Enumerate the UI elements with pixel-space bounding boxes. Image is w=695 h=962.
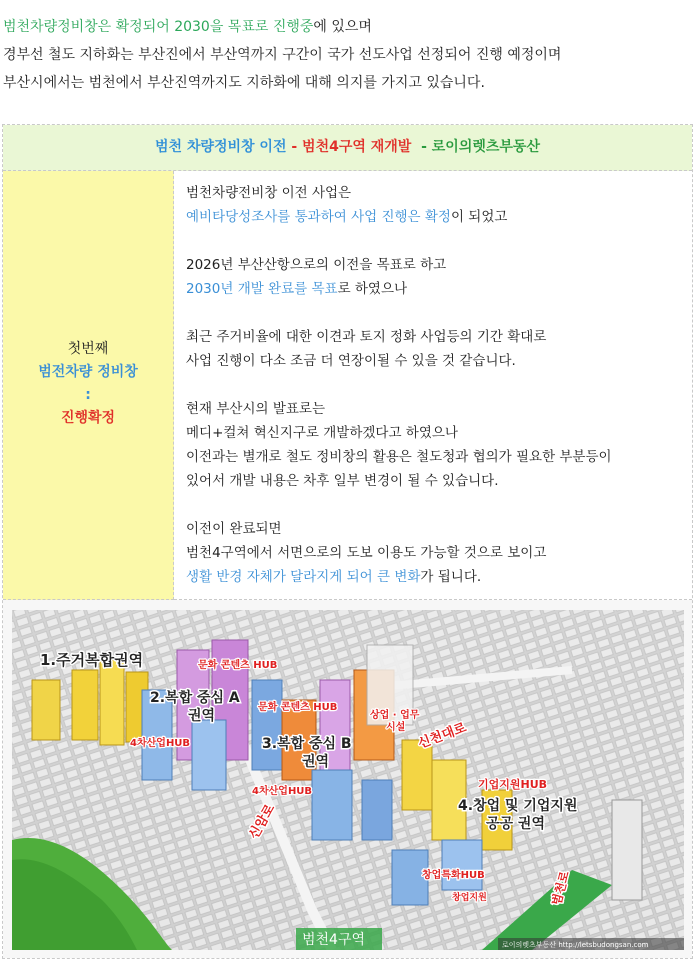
map-label: 창업특화HUB xyxy=(422,870,485,881)
map-label: 4차산업HUB xyxy=(130,738,191,749)
body-text: 로 하였으나 xyxy=(337,281,408,297)
credit-label: 로이의렛츠부동산 http://letsbudongsan.com xyxy=(502,941,649,949)
intro-line-1-rest: 에 있으며 xyxy=(313,19,372,35)
header-part-3: 로이의렛츠부동산 xyxy=(431,139,540,155)
map-label: 권역 xyxy=(302,754,330,770)
body-line xyxy=(186,207,507,227)
map-label: 상업 · 업무 xyxy=(370,710,420,721)
body-line xyxy=(186,279,407,299)
map-label: 4.창업 및 기업지원 xyxy=(458,798,578,814)
body-line: 이전이 완료되면 xyxy=(186,521,282,537)
intro-line-2: 경부선 철도 지하화는 부산진에서 부산역까지 구간이 국가 선도사업 선정되어 진행 예정이며 xyxy=(3,47,562,63)
left-label-status: 진행확정 xyxy=(60,410,116,426)
map-label: 범천로 xyxy=(549,869,572,907)
map-label: 문화 콘텐츠 HUB xyxy=(258,702,338,713)
body-line: 범천차량전비창 이전 사업은 xyxy=(186,185,352,201)
table-header xyxy=(3,125,692,171)
map-label: 1.주거복합권역 xyxy=(40,651,144,669)
redevelopment-map-image xyxy=(12,610,684,950)
body-line: 있어서 개발 내용은 차후 일부 변경이 될 수 있습니다. xyxy=(186,473,499,489)
map-label: 창업지원 xyxy=(452,893,487,903)
intro-line-1 xyxy=(3,13,693,41)
map-label: 2.복합 중심 A xyxy=(150,690,240,706)
map-label: 3.복합 중심 B xyxy=(262,736,352,752)
map-label: 기업지원HUB xyxy=(478,778,548,791)
body-line: 메디+컬쳐 혁신지구로 개발하겠다고 하였으나 xyxy=(186,425,458,441)
header-sep-2: - xyxy=(411,139,432,155)
table-body-cell xyxy=(174,171,692,600)
body-highlight: 생활 반경 자체가 달라지게 되어 큰 변화 xyxy=(186,569,421,585)
left-label-3: : xyxy=(85,387,91,403)
header-part-2: 범천4구역 재개발 xyxy=(302,139,412,155)
district-label: 범천4구역 xyxy=(302,932,366,948)
left-label-1: 첫번째 xyxy=(67,341,109,357)
body-text: 이 되었고 xyxy=(450,209,508,225)
intro-line-3: 부산시에서는 범천에서 부산진역까지도 지하화에 대해 의지를 가지고 있습니다. xyxy=(3,75,485,91)
body-highlight: 2030년 개발 완료를 목표 xyxy=(186,281,338,297)
body-line: 이전과는 별개로 철도 정비창의 활용은 철도청과 협의가 필요한 부분등이 xyxy=(186,449,612,465)
body-highlight: 예비타당성조사를 통과하여 사업 진행은 확정 xyxy=(186,209,451,225)
table-left-cell xyxy=(3,171,174,600)
body-line xyxy=(186,567,481,587)
map-label: 문화 콘텐츠 HUB xyxy=(198,660,278,671)
info-table xyxy=(2,124,693,959)
intro-text xyxy=(3,13,693,97)
body-line: 2026년 부산산항으로의 이전을 목표로 하고 xyxy=(186,257,447,273)
map-label: 공공 권역 xyxy=(486,816,545,832)
body-text: 가 됩니다. xyxy=(420,569,482,585)
map-label: 신암로 xyxy=(246,801,279,842)
map-label: 시설 xyxy=(386,722,406,733)
intro-highlight: 범천차량정비창은 확정되어 2030을 목표로 진행중 xyxy=(3,19,314,35)
header-sep-1: - xyxy=(286,139,303,155)
map-label: 4차산업HUB xyxy=(252,786,313,797)
header-part-1: 범천 차량정비창 이전 xyxy=(155,139,287,155)
body-line: 현재 부산시의 발표로는 xyxy=(186,401,325,417)
map-label: 권역 xyxy=(188,708,216,724)
map-label: 신천대로 xyxy=(416,720,469,752)
image-cell xyxy=(3,600,692,958)
left-label-2: 범전차량 정비창 xyxy=(38,364,138,380)
body-line: 범천4구역에서 서면으로의 도보 이용도 가능할 것으로 보이고 xyxy=(186,545,547,561)
body-line: 사업 진행이 다소 조금 더 연장이될 수 있을 것 같습니다. xyxy=(186,353,516,369)
body-line: 최근 주거비율에 대한 이견과 토지 정화 사업등의 기간 확대로 xyxy=(186,329,547,345)
